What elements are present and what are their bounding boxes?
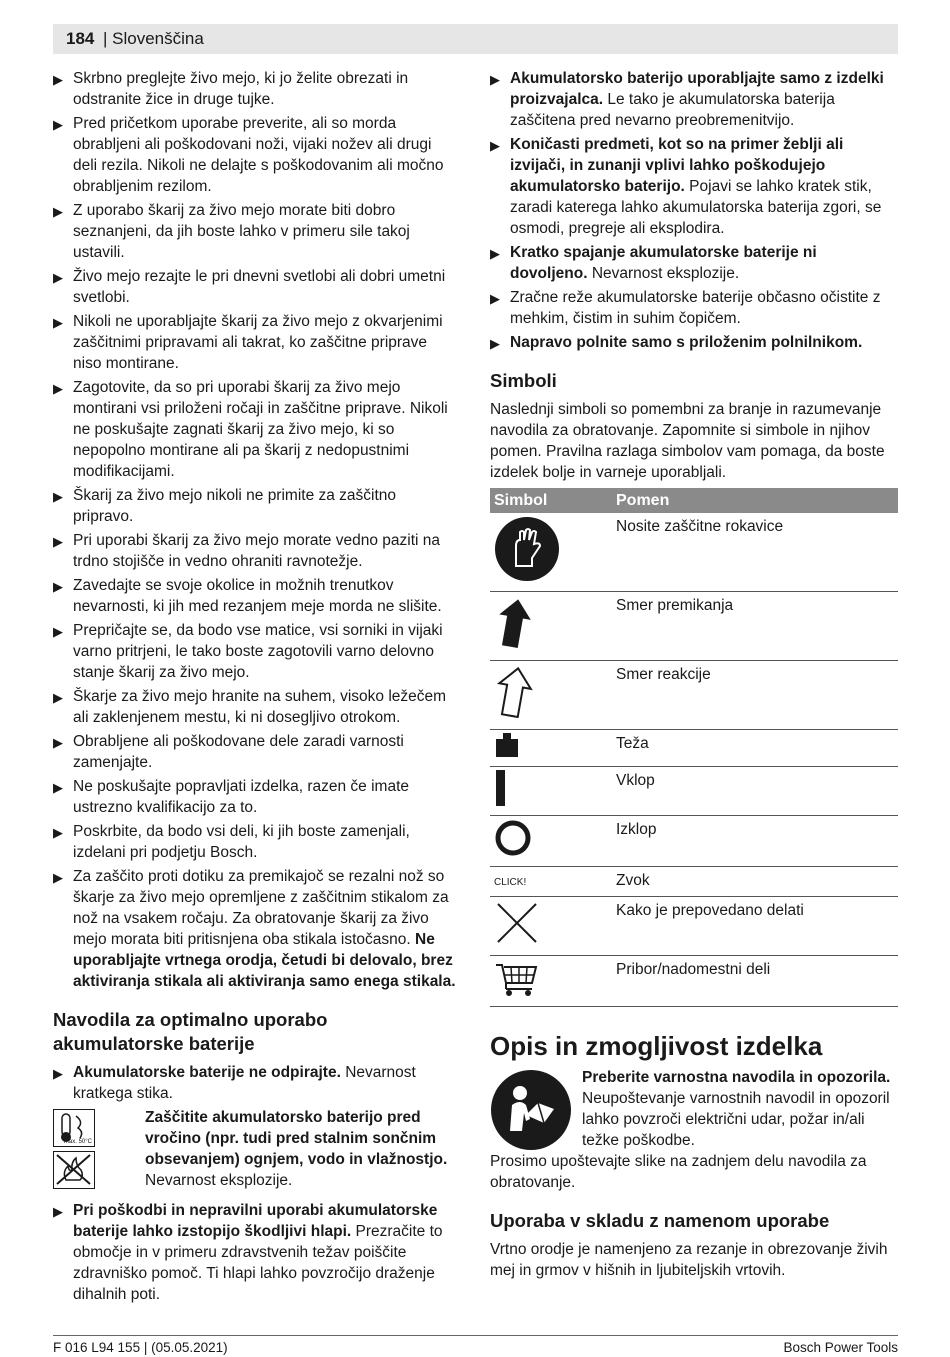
power-off-icon: [494, 844, 532, 861]
movement-direction-icon: [494, 638, 534, 655]
bullet-arrow-icon: ▶: [53, 204, 63, 219]
battery-section-title: Navodila za optimalno uporabo akumulatorske baterije: [53, 1009, 328, 1054]
list-item: ▶ Obrabljene ali poškodovane dele zaradi varnosti zamenjajte.: [53, 733, 404, 771]
page-number: 184: [66, 29, 95, 48]
table-row: [490, 816, 898, 867]
table-row: [490, 661, 898, 730]
list-item: ▶ Zagotovite, da so pri uporabi škarij za živo mejo montirani vsi priloženi ročaji in zaščitne priprave. Nikoli ne poskušajte zagnati škarij za živo mejo, ki so nepopolno montirane ali pa škarij z nedopustnimi modifikacijami.: [53, 379, 448, 480]
product-section-title: Opis in zmogljivost izdelka: [490, 1031, 823, 1061]
prohibited-icon: [494, 933, 540, 950]
shopping-cart-icon: [494, 984, 538, 1001]
list-item: ▶ Z uporabo škarij za živo mejo morate biti dobro seznanjeni, da jih boste lahko v primeru sile takoj ustavili.: [53, 202, 410, 261]
symbol-meaning: Pribor/nadomestni deli: [612, 956, 898, 1007]
page-footer: [53, 1335, 898, 1355]
list-item: ▶ Pred pričetkom uporabe preverite, ali so morda obrabljeni ali poškodovani noži, vijaki nožev ali drugi deli rezila. Nikoli ne delajte s poškodovanim ali močno obrabljenim rezilom.: [53, 115, 444, 195]
reaction-direction-icon: [494, 707, 534, 724]
bullet-arrow-icon: ▶: [53, 381, 63, 396]
table-row: [490, 513, 898, 592]
list-item: ▶ Zavedajte se svoje okolice in možnih trenutkov nevarnosti, ki jih med rezanjem meje morda ne slišite.: [53, 577, 442, 615]
bullet-arrow-icon: ▶: [53, 1204, 63, 1219]
footer-doc-id: F 016 L94 155 | (05.05.2021): [53, 1340, 228, 1355]
list-item: ▶ Skrbno preglejte živo mejo, ki jo želite obrezati in odstranite žice in druge tujke.: [53, 70, 409, 108]
list-item: ▶ Poskrbite, da bodo vsi deli, ki jih boste zamenjali, izdelani pri podjetju Bosch.: [53, 823, 410, 861]
symbols-table: [490, 488, 898, 1007]
read-instructions-text: Neupoštevanje varnostnih navodil in opozoril lahko povzroči električni udar, požar in/ali težke poškodbe.: [582, 1090, 890, 1149]
symbol-meaning: Teža: [612, 730, 898, 767]
table-row: [490, 867, 898, 897]
bullet-arrow-icon: ▶: [490, 72, 500, 87]
table-header: [490, 488, 898, 513]
symbol-meaning: Smer premikanja: [612, 592, 898, 661]
fire-water-warning-icon: [53, 1151, 95, 1189]
footer-brand: Bosch Power Tools: [783, 1340, 898, 1355]
battery-heat-warning: max. 50°C Zaščitite akumulatorsko baterijo pred vročino (npr. tudi pred stalnim sončnim obsevanjem) ognjem, vodo in vlažnostjo. Nevarnost eksplozije.: [53, 1107, 458, 1197]
list-item: ▶ Akumulatorsko baterijo uporabljajte samo z izdelki proizvajalca. Le tako je akumulatorska baterija zaščitena pred nevarno preobremenitvijo.: [490, 70, 884, 129]
bullet-arrow-icon: ▶: [490, 291, 500, 306]
left-column: [53, 68, 458, 1308]
gloves-icon: [494, 569, 560, 586]
list-item: ▶ Ne poskušajte popravljati izdelka, razen če imate ustrezno kvalifikacijo za to.: [53, 778, 410, 816]
page-header: [53, 24, 898, 54]
intended-use-title: Uporaba v skladu z namenom uporabe: [490, 1210, 830, 1231]
bullet-arrow-icon: ▶: [53, 489, 63, 504]
list-item: ▶ Pri poškodbi in nepravilni uporabi akumulatorske baterije lahko izstopijo škodljivi hlapi. Prezračite to območje in v primeru zdravstvenih težav poiščite zdravniško pomoč. Ti hlapi lahko povzročijo draženje dihalnih poti.: [53, 1202, 443, 1303]
intended-use-text: Vrtno orodje je namenjeno za rezanje in obrezovanje živih mej in grmov v hišnih in ljubiteljskih vrtovih.: [490, 1241, 888, 1279]
bullet-arrow-icon: ▶: [490, 138, 500, 153]
bullet-arrow-icon: ▶: [53, 780, 63, 795]
list-item: ▶ Koničasti predmeti, kot so na primer žeblji ali izvijači, in zunanji vplivi lahko poškodujejo akumulatorsko baterijo. Pojavi se lahko kratek stik, zaradi katerega lahko akumulatorska baterija zgori, se osmodi, pregreje ali eksplodira.: [490, 136, 882, 237]
heat-icon-label: max. 50°C: [63, 1139, 92, 1145]
heat-warning-icon: [53, 1109, 95, 1147]
bullet-arrow-icon: ▶: [53, 270, 63, 285]
list-item: ▶ Zračne reže akumulatorske baterije občasno očistite z mehkim, čistim in suhim čopičem.: [490, 289, 881, 327]
bullet-arrow-icon: ▶: [490, 246, 500, 261]
table-row: [490, 730, 898, 767]
table-row: [490, 897, 898, 956]
right-column: [490, 68, 898, 1281]
bullet-arrow-icon: ▶: [53, 825, 63, 840]
page-language: | Slovenščina: [103, 29, 204, 48]
bullet-arrow-icon: ▶: [53, 315, 63, 330]
bullet-arrow-icon: ▶: [53, 579, 63, 594]
list-item: ▶ Pri uporabi škarij za živo mejo morate vedno paziti na trdno stojišče in vedno ohraniti ravnotežje.: [53, 532, 441, 570]
list-item: ▶ Kratko spajanje akumulatorske baterije ni dovoljeno. Nevarnost eksplozije.: [490, 244, 817, 282]
list-item: ▶ Škarje za živo mejo hranite na suhem, visoko ležečem ali zaklenjenem mestu, ki ni dosegljivo otrokom.: [53, 688, 447, 726]
bullet-arrow-icon: ▶: [53, 735, 63, 750]
bullet-arrow-icon: ▶: [53, 1066, 63, 1081]
bullet-arrow-icon: ▶: [53, 72, 63, 87]
symbols-title: Simboli: [490, 370, 557, 391]
symbol-meaning: Nosite zaščitne rokavice: [612, 513, 898, 592]
symbols-intro: Naslednji simboli so pomembni za branje in razumevanje navodila za obratovanje. Zapomnite si simbole in njihov pomen. Pravilna razlaga simbolov vam pomaga, da boste izdelek bolje in varneje uporabljali.: [490, 401, 885, 481]
bullet-arrow-icon: ▶: [53, 534, 63, 549]
symbol-meaning: Smer reakcije: [612, 661, 898, 730]
column-header-symbol: Simbol: [490, 488, 612, 513]
bullet-arrow-icon: ▶: [490, 336, 500, 351]
symbol-meaning: Vklop: [612, 767, 898, 816]
symbol-meaning: Zvok: [612, 867, 898, 897]
symbol-meaning: Izklop: [612, 816, 898, 867]
list-item: ▶ Nikoli ne uporabljajte škarij za živo mejo z okvarjenimi zaščitnimi pripravami ali takrat, ko zaščitne priprave niso montirane.: [53, 313, 443, 372]
list-item: ▶ Akumulatorske baterije ne odpirajte. Nevarnost kratkega stika.: [53, 1064, 416, 1102]
table-row: [490, 956, 898, 1007]
list-item: ▶ Napravo polnite samo s priloženim polnilnikom.: [490, 332, 898, 353]
figures-note: Prosimo upoštevajte slike na zadnjem delu navodila za obratovanje.: [490, 1153, 867, 1191]
bullet-arrow-icon: ▶: [53, 624, 63, 639]
column-header-meaning: Pomen: [612, 488, 898, 513]
weight-icon: [494, 744, 520, 761]
click-sound-icon: CLICK!: [494, 877, 527, 888]
bullet-arrow-icon: ▶: [53, 870, 63, 885]
list-item: ▶ Živo mejo rezajte le pri dnevni svetlobi ali dobri umetni svetlobi.: [53, 268, 446, 306]
list-item: ▶ Prepričajte se, da bodo vse matice, vsi sorniki in vijaki varno pritrjeni, le tako boste zagotovili varno delovno stanje škarij za živo mejo.: [53, 622, 443, 681]
table-row: [490, 767, 898, 816]
read-instructions-bold: Preberite varnostna navodila in opozorila.: [582, 1069, 891, 1086]
read-manual-icon: [490, 1069, 572, 1157]
list-item: ▶ Za zaščito proti dotiku za premikajoč se rezalni nož so škarje za živo mejo opremljene z zaščitnim stikalom za nož na vsakem ročaju. Za obratovanje škarij za živo mejo morata biti pritisnjena oba stikala istočasno. Ne uporabljajte vrtnega orodja, četudi bi delovalo, brez aktiviranja stikala ali aktiviranja samo enega stikala.: [53, 868, 456, 990]
symbol-meaning: Kako je prepovedano delati: [612, 897, 898, 956]
bullet-arrow-icon: ▶: [53, 117, 63, 132]
list-item: ▶ Škarij za živo mejo nikoli ne primite za zaščitno pripravo.: [53, 487, 397, 525]
power-on-icon: [494, 793, 508, 810]
bullet-arrow-icon: ▶: [53, 690, 63, 705]
read-instructions-block: [490, 1067, 898, 1151]
table-row: [490, 592, 898, 661]
